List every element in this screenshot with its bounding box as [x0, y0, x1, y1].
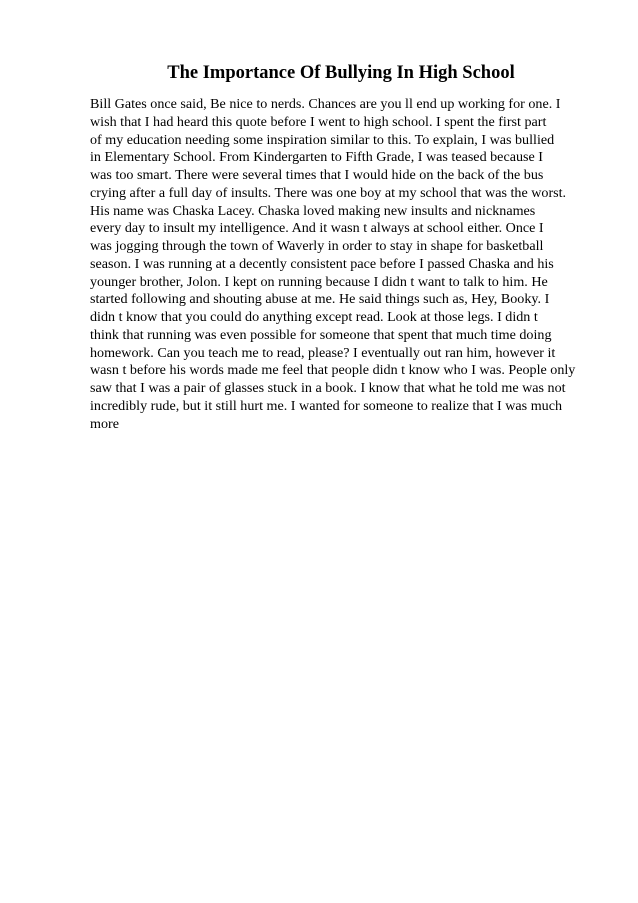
- body-line: was jogging through the town of Waverly in order to stay in shape for basketball: [90, 238, 544, 254]
- document-body: [90, 96, 630, 433]
- body-line: more: [90, 415, 119, 432]
- body-line: homework. Can you teach me to read, please? I eventually out ran him, however it: [90, 344, 556, 361]
- document-title: The Importance Of Bullying In High School: [167, 63, 515, 83]
- body-line: in Elementary School. From Kindergarten to Fifth Grade, I was teased because I: [90, 149, 543, 166]
- body-line: wish that I had heard this quote before I went to high school. I spent the first part: [90, 113, 547, 130]
- body-line: every day to insult my intelligence. And it wasn t always at school either. Once I: [90, 220, 544, 237]
- body-line: didn t know that you could do anything except read. Look at those legs. I didn t: [90, 309, 538, 325]
- body-line: crying after a full day of insults. There was one boy at my school that was the worst.: [90, 184, 567, 201]
- body-line: of my education needing some inspiration similar to this. To explain, I was bullied: [90, 131, 555, 148]
- body-line: season. I was running at a decently consistent pace before I passed Chaska and his: [90, 255, 554, 272]
- body-line: incredibly rude, but it still hurt me. I wanted for someone to realize that I was much: [90, 397, 563, 414]
- body-line: saw that I was a pair of glasses stuck in a book. I know that what he told me was not: [90, 380, 566, 396]
- body-line: His name was Chaska Lacey. Chaska loved making new insults and nicknames: [90, 202, 536, 219]
- body-line: was too smart. There were several times that I would hide on the back of the bus: [90, 167, 544, 183]
- body-line: wasn t before his words made me feel that people didn t know who I was. People only: [90, 362, 576, 379]
- body-line: think that running was even possible for someone that spent that much time doing: [90, 326, 552, 343]
- body-line: Bill Gates once said, Be nice to nerds. Chances are you ll end up working for one. I: [90, 96, 561, 112]
- body-line: started following and shouting abuse at me. He said things such as, Hey, Booky. I: [90, 291, 550, 308]
- body-line: younger brother, Jolon. I kept on running because I didn t want to talk to him. He: [90, 273, 548, 290]
